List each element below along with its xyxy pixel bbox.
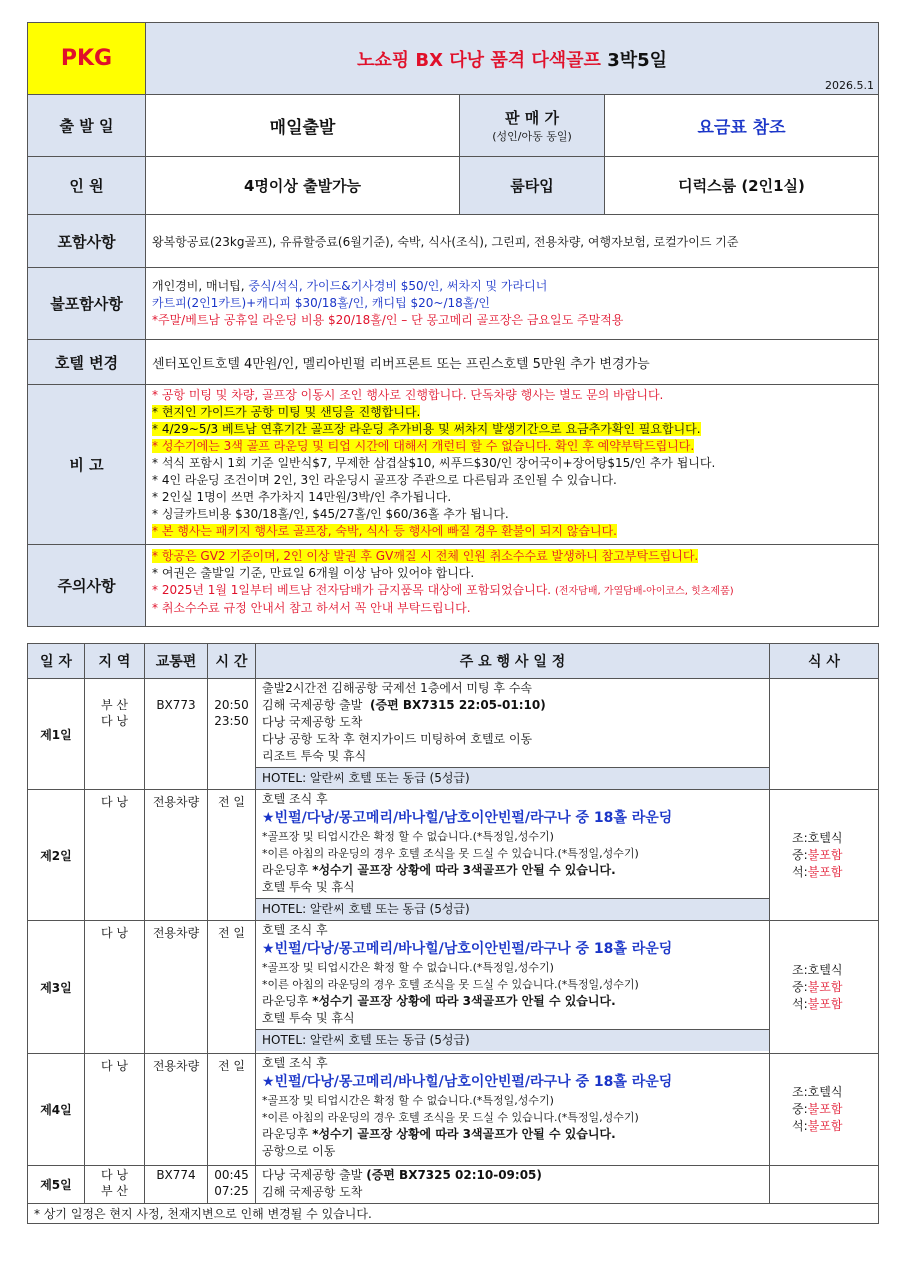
- remark-item: * 석식 포함시 1회 기준 일반식$7, 무제한 삼겹살$10, 씨푸드$30/인 장어국이+장어탕$15/인 추가 됩니다.: [152, 456, 716, 470]
- time-cell: [208, 679, 256, 790]
- region-text: 부 산: [101, 1184, 128, 1198]
- peak-warning: *성수기 골프장 상황에 따라 3색골프가 안될 수 있습니다.: [312, 1127, 616, 1141]
- remark-item: * 4인 라운딩 조건이며 2인, 3인 라운딩시 골프장 주관으로 다른팀과 조인될 수 있습니다.: [152, 473, 617, 487]
- table-row: [28, 679, 879, 790]
- region-cell: [85, 1166, 145, 1204]
- activity-line: 라운딩후: [262, 994, 313, 1008]
- excluded-line-2: 카트피(2인1카트)+캐디피 $30/18홀/인, 캐디팁 $20~/18홀/인: [152, 296, 490, 310]
- activity-line: 라운딩후: [262, 1127, 313, 1141]
- schedule-table: [27, 643, 879, 1224]
- time-text: 00:45: [214, 1168, 249, 1182]
- region-cell: 다 낭: [85, 921, 145, 1054]
- included-label: 포함사항: [28, 215, 146, 268]
- schedule-header-row: [28, 644, 879, 679]
- activity-cell: [256, 679, 770, 790]
- meals-cell: [770, 679, 879, 790]
- meals-cell: [770, 790, 879, 921]
- excluded-line-1b: 중식/석식, 가이드&기사경비 $50/인, 써차지 및 가라디너: [248, 279, 548, 293]
- pkg-badge: PKG: [28, 23, 146, 95]
- caution-item: * 항공은 GV2 기준이며, 2인 이상 발권 후 GV깨질 시 전체 인원 취소수수료 발생하니 참고부탁드립니다.: [152, 549, 699, 563]
- col-header-time: 시 간: [208, 644, 256, 679]
- excluded-line-1a: 개인경비, 매너팁,: [152, 279, 249, 293]
- title-part-2: 다색골프: [531, 49, 601, 71]
- table-row: [28, 790, 879, 921]
- activity-line: 호텔 조식 후: [262, 792, 328, 806]
- hotel-line: HOTEL: 알란씨 호텔 또는 동급 (5성급): [256, 1029, 769, 1051]
- activity-line: 호텔 조식 후: [262, 1056, 328, 1070]
- caution-item: * 2025년 1월 1일부터 베트남 전자담배가 금지품목 대상에 포함되었습니다.: [152, 583, 552, 597]
- table-row: [28, 921, 879, 1054]
- time-cell: 전 일: [208, 1054, 256, 1166]
- remarks-label: 비 고: [28, 385, 146, 545]
- peak-warning: *성수기 골프장 상황에 따라 3색골프가 안될 수 있습니다.: [312, 994, 616, 1008]
- activity-cell: [256, 1054, 770, 1166]
- meals-cell: [770, 1054, 879, 1166]
- footnote: * 상기 일정은 현지 사정, 천재지변으로 인해 변경될 수 있습니다.: [28, 1204, 879, 1224]
- activity-line: 김해 국제공항 도착: [262, 1185, 363, 1199]
- meal-key: 중:: [792, 979, 808, 994]
- meal-value: 불포함: [807, 1119, 843, 1133]
- hotel-line: HOTEL: 알란씨 호텔 또는 동급 (5성급): [256, 898, 769, 920]
- activity-line: 리조트 투숙 및 휴식: [262, 749, 367, 763]
- activity-line: 호텔 투숙 및 휴식: [262, 1011, 355, 1025]
- day-cell: 제5일: [28, 1166, 85, 1204]
- time-text: 07:25: [214, 1184, 249, 1198]
- departure-label: 출 발 일: [28, 95, 146, 157]
- day-cell: 제3일: [28, 921, 85, 1054]
- info-table: [27, 22, 879, 627]
- table-row: [28, 1166, 879, 1204]
- note-line: *골프장 및 티업시간은 확정 할 수 없습니다.(*특정일,성수기): [262, 1094, 554, 1107]
- activity-line: 김해 국제공항 출발: [262, 698, 363, 712]
- table-row: [28, 1054, 879, 1166]
- note-line: *이른 아침의 라운딩의 경우 호텔 조식을 못 드실 수 있습니다.(*특정일,성수기): [262, 978, 639, 991]
- meal-key: 석:: [792, 864, 808, 879]
- meal-value: 불포함: [807, 996, 843, 1011]
- meal-value: 불포함: [807, 1102, 843, 1116]
- caution-item: * 취소수수료 규정 안내서 참고 하셔서 꼭 안내 부탁드립니다.: [152, 601, 471, 615]
- hotel-change-label: 호텔 변경: [28, 340, 146, 385]
- remark-item: * 4/29~5/3 베트남 연휴기간 골프장 라운딩 추가비용 및 써차지 발생기간으로 요금추가확인 필요합니다.: [152, 422, 701, 436]
- remark-item: * 공항 미팅 및 차량, 골프장 이동시 조인 행사로 진행합니다. 단독차량 행사는 별도 문의 바랍니다.: [152, 388, 664, 402]
- day-cell: 제2일: [28, 790, 85, 921]
- golf-line: ★빈펄/다낭/몽고메리/바나힐/남호이안빈펄/라구나 중 18홀 라운딩: [262, 810, 673, 826]
- meal-value: 호텔식: [807, 962, 843, 977]
- golf-line: ★빈펄/다낭/몽고메리/바나힐/남호이안빈펄/라구나 중 18홀 라운딩: [262, 1074, 673, 1090]
- caution-label: 주의사항: [28, 545, 146, 627]
- meal-key: 중:: [792, 847, 808, 862]
- people-label: 인 원: [28, 157, 146, 215]
- remark-item: * 성수기에는 3색 골프 라운딩 및 티업 시간에 대해서 개런티 할 수 없습니다. 확인 후 예약부탁드립니다.: [152, 439, 695, 453]
- day-cell: 제4일: [28, 1054, 85, 1166]
- region-cell: [85, 679, 145, 790]
- title-part-1: 노쇼핑 BX 다낭 품격: [356, 49, 532, 71]
- time-text: 23:50: [214, 714, 249, 728]
- remark-item: * 싱글카트비용 $30/18홀/인, $45/27홀/인 $60/36홀 추가 됩니다.: [152, 507, 509, 521]
- meal-key: 조:: [792, 830, 808, 845]
- remark-item: * 현지인 가이드가 공항 미팅 및 샌딩을 진행합니다.: [152, 405, 421, 419]
- peak-warning: *성수기 골프장 상황에 따라 3색골프가 안될 수 있습니다.: [312, 863, 616, 877]
- meal-key: 조:: [792, 962, 808, 977]
- caution-list: [146, 545, 879, 627]
- page-title: [146, 23, 879, 95]
- note-line: *골프장 및 티업시간은 확정 할 수 없습니다.(*특정일,성수기): [262, 830, 554, 843]
- region-text: 부 산: [101, 698, 128, 712]
- activity-line: 호텔 투숙 및 휴식: [262, 880, 355, 894]
- activity-cell: [256, 921, 770, 1054]
- transport-cell: BX773: [145, 679, 208, 790]
- included-value: 왕복항공료(23kg골프), 유류할증료(6월기준), 숙박, 식사(조식), 그린피, 전용차량, 여행자보험, 로컬가이드 기준: [146, 215, 879, 268]
- departure-value: 매일출발: [146, 95, 460, 157]
- caution-item: * 여권은 출발일 기준, 만료일 6개월 이상 남아 있어야 합니다.: [152, 566, 475, 580]
- time-cell: 전 일: [208, 921, 256, 1054]
- meals-cell: [770, 921, 879, 1054]
- col-header-meals: 식 사: [770, 644, 879, 679]
- activity-line: 출발2시간전 김해공항 국제선 1층에서 미팅 후 수속: [262, 681, 532, 695]
- price-value: 요금표 참조: [605, 95, 879, 157]
- footnote-row: [28, 1204, 879, 1224]
- meal-key: 조:: [792, 1085, 808, 1099]
- region-text: 다 낭: [101, 714, 128, 728]
- people-value: 4명이상 출발가능: [146, 157, 460, 215]
- title-part-3: 3박5일: [600, 49, 668, 71]
- remark-item: * 본 행사는 패키지 행사로 골프장, 숙박, 식사 등 행사에 빠질 경우 환불이 되지 않습니다.: [152, 524, 617, 538]
- meal-value: 불포함: [807, 847, 843, 862]
- meal-value: 호텔식: [807, 830, 843, 845]
- note-line: *이른 아침의 라운딩의 경우 호텔 조식을 못 드실 수 있습니다.(*특정일,성수기): [262, 847, 639, 860]
- price-label-text: 판 매 가: [505, 109, 559, 127]
- region-cell: 다 낭: [85, 1054, 145, 1166]
- flight-note: (증편 BX7315 22:05-01:10): [370, 698, 546, 712]
- region-cell: 다 낭: [85, 790, 145, 921]
- transport-cell: 전용차량: [145, 790, 208, 921]
- time-text: 20:50: [214, 698, 249, 712]
- transport-cell: 전용차량: [145, 921, 208, 1054]
- note-line: *골프장 및 티업시간은 확정 할 수 없습니다.(*특정일,성수기): [262, 961, 554, 974]
- meals-cell: [770, 1166, 879, 1204]
- col-header-region: 지 역: [85, 644, 145, 679]
- hotel-change-value: 센터포인트호텔 4만원/인, 멜리아빈펄 리버프론트 또는 프린스호텔 5만원 추가 변경가능: [146, 340, 879, 385]
- room-value: 디럭스룸 (2인1실): [605, 157, 879, 215]
- time-cell: [208, 1166, 256, 1204]
- golf-line: ★빈펄/다낭/몽고메리/바나힐/남호이안빈펄/라구나 중 18홀 라운딩: [262, 941, 673, 957]
- excluded-line-3: *주말/베트남 공휴일 라운딩 비용 $20/18홀/인 – 단 몽고메리 골프장은 금요일도 주말적용: [152, 313, 624, 327]
- excluded-value: [146, 268, 879, 340]
- remarks-list: [146, 385, 879, 545]
- activity-line: 다낭 공항 도착 후 현지가이드 미팅하여 호텔로 이동: [262, 732, 533, 746]
- activity-line: 다낭 국제공항 도착: [262, 715, 363, 729]
- price-subtext: (성인/아동 동일): [492, 130, 572, 143]
- activity-line: 다낭 국제공항 출발: [262, 1168, 363, 1182]
- caution-item-sub: (전자담배, 가열담배-아이코스, 힛츠제품): [554, 586, 734, 597]
- activity-line: 라운딩후: [262, 863, 313, 877]
- meal-key: 석:: [792, 1119, 808, 1133]
- excluded-label: 불포함사항: [28, 268, 146, 340]
- time-cell: 전 일: [208, 790, 256, 921]
- hotel-line: HOTEL: 알란씨 호텔 또는 동급 (5성급): [256, 767, 769, 789]
- activity-cell: [256, 790, 770, 921]
- meal-value: 호텔식: [807, 1085, 843, 1099]
- meal-key: 중:: [792, 1102, 808, 1116]
- col-header-day: 일 자: [28, 644, 85, 679]
- meal-key: 석:: [792, 996, 808, 1011]
- transport-cell: BX774: [145, 1166, 208, 1204]
- document-date: 2026.5.1: [825, 79, 875, 92]
- remark-item: * 2인실 1명이 쓰면 추가차지 14만원/3박/인 추가됩니다.: [152, 490, 452, 504]
- col-header-transport: 교통편: [145, 644, 208, 679]
- transport-cell: 전용차량: [145, 1054, 208, 1166]
- meal-value: 불포함: [807, 979, 843, 994]
- itinerary-sheet: [27, 22, 878, 1224]
- note-line: *이른 아침의 라운딩의 경우 호텔 조식을 못 드실 수 있습니다.(*특정일,성수기): [262, 1111, 639, 1124]
- meal-value: 불포함: [807, 864, 843, 879]
- activity-line: 호텔 조식 후: [262, 923, 328, 937]
- price-label: [460, 95, 605, 157]
- flight-note: (증편 BX7325 02:10-09:05): [366, 1168, 542, 1182]
- region-text: 다 낭: [101, 1168, 128, 1182]
- activity-cell: [256, 1166, 770, 1204]
- activity-line: 공항으로 이동: [262, 1144, 336, 1158]
- day-cell: 제1일: [28, 679, 85, 790]
- col-header-activities: 주 요 행 사 일 정: [256, 644, 770, 679]
- room-label: 룸타입: [460, 157, 605, 215]
